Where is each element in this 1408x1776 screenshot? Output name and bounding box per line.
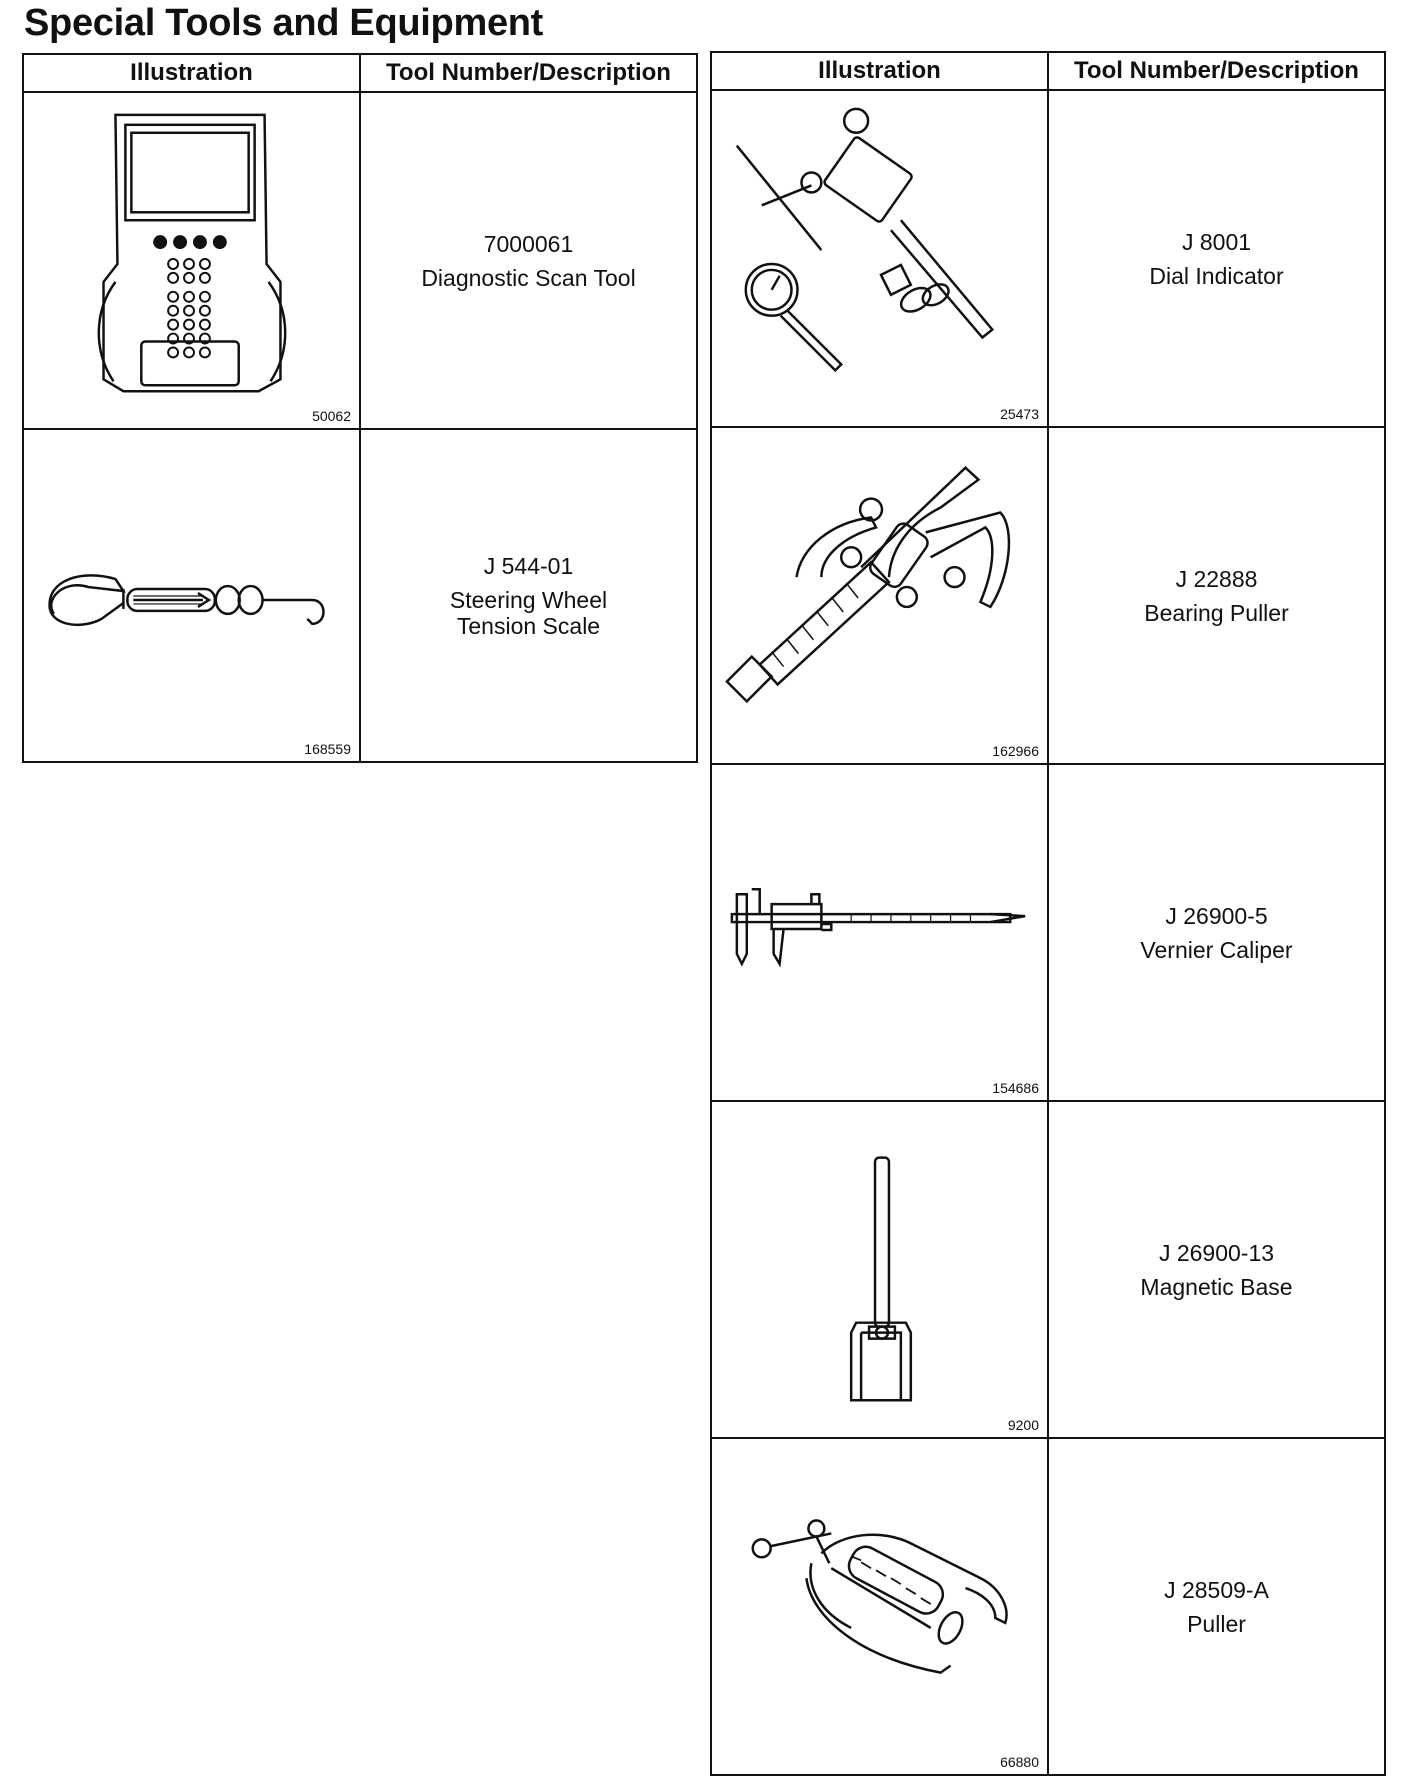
figure-number: 9200	[1007, 1417, 1039, 1433]
tool-name: Vernier Caliper	[1140, 936, 1293, 963]
figure-number: 25473	[1000, 406, 1039, 422]
illustration-cell	[711, 1101, 1048, 1438]
description-cell	[1048, 90, 1385, 427]
description-cell	[1048, 427, 1385, 764]
dial-indicator-icon	[712, 91, 1047, 426]
tool-name: Puller	[1187, 1610, 1246, 1637]
tool-row	[23, 92, 697, 429]
tension-scale-icon	[24, 430, 359, 761]
tool-number: J 26900-5	[1165, 902, 1268, 929]
left-tools-table	[22, 53, 698, 763]
tool-row	[711, 427, 1385, 764]
illustration-header: Illustration	[23, 54, 360, 92]
tool-name: Magnetic Base	[1140, 1273, 1293, 1300]
tool-row	[23, 429, 697, 762]
tool-number: J 26900-13	[1158, 1239, 1275, 1266]
figure-number: 168559	[304, 741, 351, 757]
illustration-cell	[711, 764, 1048, 1101]
puller-icon	[712, 1439, 1047, 1774]
illustration-cell	[23, 92, 360, 429]
tool-number: J 8001	[1181, 228, 1252, 255]
right-tools-table	[710, 51, 1386, 1776]
illustration-cell	[711, 1438, 1048, 1775]
tool-number: 7000061	[483, 230, 574, 257]
scan-tool-icon	[24, 93, 359, 428]
magnetic-base-icon	[712, 1102, 1047, 1437]
illustration-cell	[23, 429, 360, 762]
tool-row	[711, 1438, 1385, 1775]
description-cell	[1048, 764, 1385, 1101]
tool-name: Diagnostic Scan Tool	[421, 264, 636, 291]
illustration-cell	[711, 90, 1048, 427]
description-header: Tool Number/Description	[360, 54, 697, 92]
bearing-puller-icon	[712, 428, 1047, 763]
page-title: Special Tools and Equipment	[24, 2, 544, 44]
table-header-row	[711, 52, 1385, 90]
description-cell	[360, 429, 697, 762]
tool-row	[711, 90, 1385, 427]
vernier-caliper-icon	[712, 765, 1047, 1100]
figure-number: 162966	[992, 743, 1039, 759]
tool-name: Dial Indicator	[1149, 262, 1284, 289]
description-cell	[360, 92, 697, 429]
illustration-cell	[711, 427, 1048, 764]
table-header-row	[23, 54, 697, 92]
description-cell	[1048, 1101, 1385, 1438]
description-cell	[1048, 1438, 1385, 1775]
figure-number: 154686	[992, 1080, 1039, 1096]
tool-number: J 28509-A	[1164, 1576, 1269, 1603]
tool-row	[711, 1101, 1385, 1438]
tool-name: Bearing Puller	[1144, 599, 1289, 626]
tool-row	[711, 764, 1385, 1101]
figure-number: 50062	[312, 408, 351, 424]
tool-number: J 22888	[1175, 565, 1258, 592]
description-header: Tool Number/Description	[1048, 52, 1385, 90]
illustration-header: Illustration	[711, 52, 1048, 90]
figure-number: 66880	[1000, 1754, 1039, 1770]
tool-name: Steering Wheel Tension Scale	[449, 586, 608, 639]
tool-number: J 544-01	[483, 552, 574, 579]
